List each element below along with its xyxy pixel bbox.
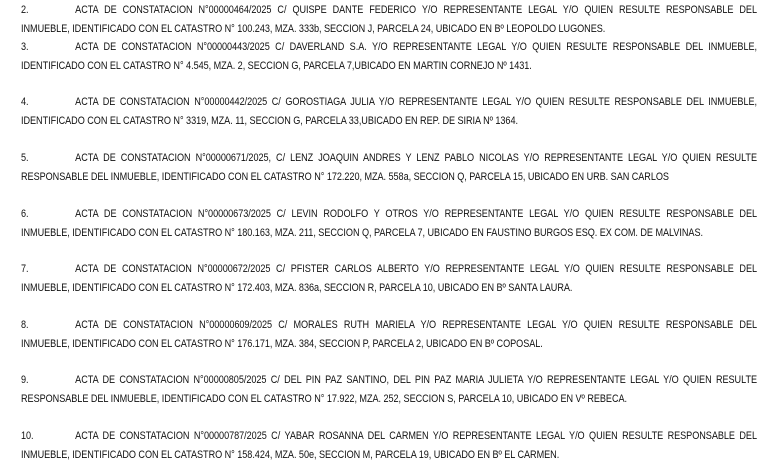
item-number: 4. bbox=[21, 96, 29, 108]
list-item bbox=[21, 427, 757, 464]
item-text-line-2: INMUEBLE, IDENTIFICADO CON EL CATASTRO N° 180.163, MZA. 211, SECCION Q, PARCELA 7, UBICADO EN FAUSTINO BURGOS ESQ. EX COM. DE MALVINAS. bbox=[21, 226, 703, 239]
item-text-line-2: IDENTIFICADO CON EL CATASTRO N° 4.545, MZA. 2, SECCION G, PARCELA 7,UBICADO EN MARTIN CORNEJO Nº 1431. bbox=[21, 59, 532, 72]
item-text-line-2: INMUEBLE, IDENTIFICADO CON EL CATASTRO N° 158.424, MZA. 50e, SECCION M, PARCELA 19, UBICADO EN Bº EL CARMEN. bbox=[21, 448, 560, 461]
list-item bbox=[21, 93, 757, 130]
item-text-line-1: ACTA DE CONSTATACION N°00000672/2025 C/ PFISTER CARLOS ALBERTO Y/O REPRESENTANTE LEGAL Y/O QUIEN RESULTE RESPONSABLE DEL bbox=[75, 263, 757, 275]
list-item bbox=[21, 1, 757, 38]
item-text-line-2: INMUEBLE, IDENTIFICADO CON EL CATASTRO N° 100.243, MZA. 333b, SECCION J, PARCELA 24, UBICADO EN Bº LEOPOLDO LUGONES. bbox=[21, 22, 606, 35]
item-text-line-2: RESPONSABLE DEL INMUEBLE, IDENTIFICADO CON EL CATASTRO N° 172.220, MZA. 558a, SECCION Q, PARCELA 15, UBICADO EN URB. SAN CARLOS bbox=[21, 170, 669, 183]
item-text-line-1: ACTA DE CONSTATACION N°00000805/2025 C/ DEL PIN PAZ SANTINO, DEL PIN PAZ MARIA JULIETA Y/O REPRESENTANTE LEGAL Y/O QUIEN RESULTE bbox=[75, 374, 757, 386]
list-item bbox=[21, 38, 757, 75]
item-text-line-1: ACTA DE CONSTATACION N°00000673/2025 C/ LEVIN RODOLFO Y OTROS Y/O REPRESENTANTE LEGAL Y/O QUIEN RESULTE RESPONSABLE DEL bbox=[75, 208, 757, 220]
item-number: 3. bbox=[21, 41, 29, 53]
item-text-line-1: ACTA DE CONSTATACION N°00000609/2025 C/ MORALES RUTH MARIELA Y/O REPRESENTANTE LEGAL Y/O QUIEN RESULTE RESPONSABLE DEL bbox=[75, 319, 757, 331]
item-text-line-1: ACTA DE CONSTATACION N°00000464/2025 C/ QUISPE DANTE FEDERICO Y/O REPRESENTANTE LEGAL Y/O QUIEN RESULTE RESPONSABLE DEL bbox=[75, 4, 757, 16]
list-item bbox=[21, 149, 757, 186]
item-text-line-1: ACTA DE CONSTATACION N°00000442/2025 C/ GOROSTIAGA JULIA Y/O REPRESENTANTE LEGAL Y/O QUIEN RESULTE RESPONSABLE DEL INMUEBLE, bbox=[75, 96, 757, 108]
item-text-line-1: ACTA DE CONSTATACION N°00000671/2025, C/ LENZ JOAQUIN ANDRES Y LENZ PABLO NICOLAS Y/O REPRESENTANTE LEGAL Y/O QUIEN RESULTE bbox=[75, 152, 757, 164]
item-text-line-1: ACTA DE CONSTATACION N°00000443/2025 C/ DAVERLAND S.A. Y/O REPRESENTANTE LEGAL Y/O QUIEN RESULTE RESPONSABLE DEL INMUEBLE, bbox=[75, 41, 757, 53]
item-text-line-1: ACTA DE CONSTATACION N°00000787/2025 C/ YABAR ROSANNA DEL CARMEN Y/O REPRESENTANTE LEGAL Y/O QUIEN RESULTE RESPONSABLE DEL bbox=[75, 430, 757, 442]
list-item bbox=[21, 205, 757, 242]
item-number: 6. bbox=[21, 208, 29, 220]
item-number: 8. bbox=[21, 319, 29, 331]
item-number: 9. bbox=[21, 374, 29, 386]
item-number: 7. bbox=[21, 263, 29, 275]
item-number: 2. bbox=[21, 4, 29, 16]
item-text-line-2: IDENTIFICADO CON EL CATASTRO N° 3319, MZA. 11, SECCION G, PARCELA 33,UBICADO EN REP. DE SIRIA Nº 1364. bbox=[21, 114, 518, 127]
item-text-line-2: RESPONSABLE DEL INMUEBLE, IDENTIFICADO CON EL CATASTRO N° 17.922, MZA. 252, SECCION S, PARCELA 10, UBICADO EN Vº REBECA. bbox=[21, 392, 628, 405]
item-text-line-2: INMUEBLE, IDENTIFICADO CON EL CATASTRO N° 176.171, MZA. 384, SECCION P, PARCELA 2, UBICADO EN Bº COPOSAL. bbox=[21, 337, 543, 350]
list-item bbox=[21, 260, 757, 297]
list-item bbox=[21, 371, 757, 408]
list-item bbox=[21, 316, 757, 353]
item-number: 5. bbox=[21, 152, 29, 164]
item-text-line-2: INMUEBLE, IDENTIFICADO CON EL CATASTRO N° 172.403, MZA. 836a, SECCION R, PARCELA 10, UBICADO EN Bº SANTA LAURA. bbox=[21, 281, 573, 294]
item-number: 10. bbox=[21, 430, 34, 442]
